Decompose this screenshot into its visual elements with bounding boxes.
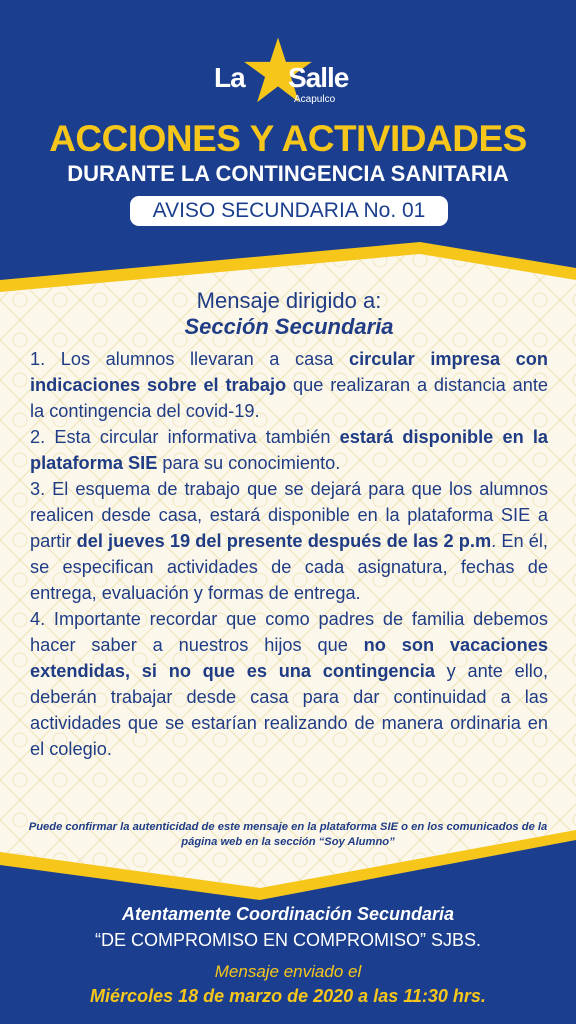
item-emphasis: circular impresa con indicaciones sobre el trabajo <box>30 349 549 395</box>
authenticity-note: Puede confirmar la autenticidad de este mensaje en la plataforma SIE o en los comunicados de la página web en la sección “Soy Alumno” <box>28 821 548 848</box>
item-text: que realizaran a distancia ante la contingencia del covid-19. <box>30 375 548 421</box>
sent-date: Miércoles 18 de marzo de 2020 a las 11:30 hrs. <box>90 986 486 1006</box>
list-item <box>30 606 548 762</box>
motto: “DE COMPROMISO EN COMPROMISO” SJBS. <box>94 930 482 950</box>
message-audience: Sección Secundaria <box>184 314 394 339</box>
item-text: 2. Esta circular informativa también <box>30 427 340 447</box>
item-text: . En él, se especifican actividades de cada asignatura, fechas de entrega, evaluación y formas de entrega. <box>30 531 548 603</box>
logo-text-salle: Salle <box>288 62 349 93</box>
list-item <box>30 476 548 606</box>
item-text: y ante ello, deberán trabajar desde casa para dar continuidad a las actividades que se estarían realizando de manera ordinaria en el colegio. <box>30 661 548 759</box>
page-title: ACCIONES Y ACTIVIDADES <box>49 118 527 159</box>
item-emphasis: estará disponible en la plataforma SIE <box>30 427 548 473</box>
message-heading: Mensaje dirigido a: <box>196 288 382 313</box>
message-content <box>30 288 548 762</box>
list-item <box>30 346 548 424</box>
logo-text-la: La <box>214 62 245 93</box>
item-text: 1. Los alumnos llevaran a casa <box>30 349 350 369</box>
la-salle-logo <box>214 36 374 108</box>
notice-badge: AVISO SECUNDARIA No. 01 <box>130 196 448 226</box>
item-emphasis: no son vacaciones extendidas, si no que es una contingencia <box>30 635 548 681</box>
item-text: para su conocimiento. <box>157 453 341 473</box>
item-text: 4. Importante recordar que como padres de familia debemos hacer saber a nuestros hijos que <box>30 609 548 655</box>
item-text: 3. El esquema de trabajo que se dejará para que los alumnos realicen desde casa, estará disponible en la plataforma SIE a partir <box>30 479 548 551</box>
item-emphasis: del jueves 19 del presente después de las 2 p.m <box>76 531 492 551</box>
page-subtitle: DURANTE LA CONTINGENCIA SANITARIA <box>67 161 509 186</box>
signature: Atentamente Coordinación Secundaria <box>121 904 455 924</box>
logo-city: Acapulco <box>294 94 336 105</box>
sent-label: Mensaje enviado el <box>214 962 362 981</box>
list-item <box>30 424 548 476</box>
